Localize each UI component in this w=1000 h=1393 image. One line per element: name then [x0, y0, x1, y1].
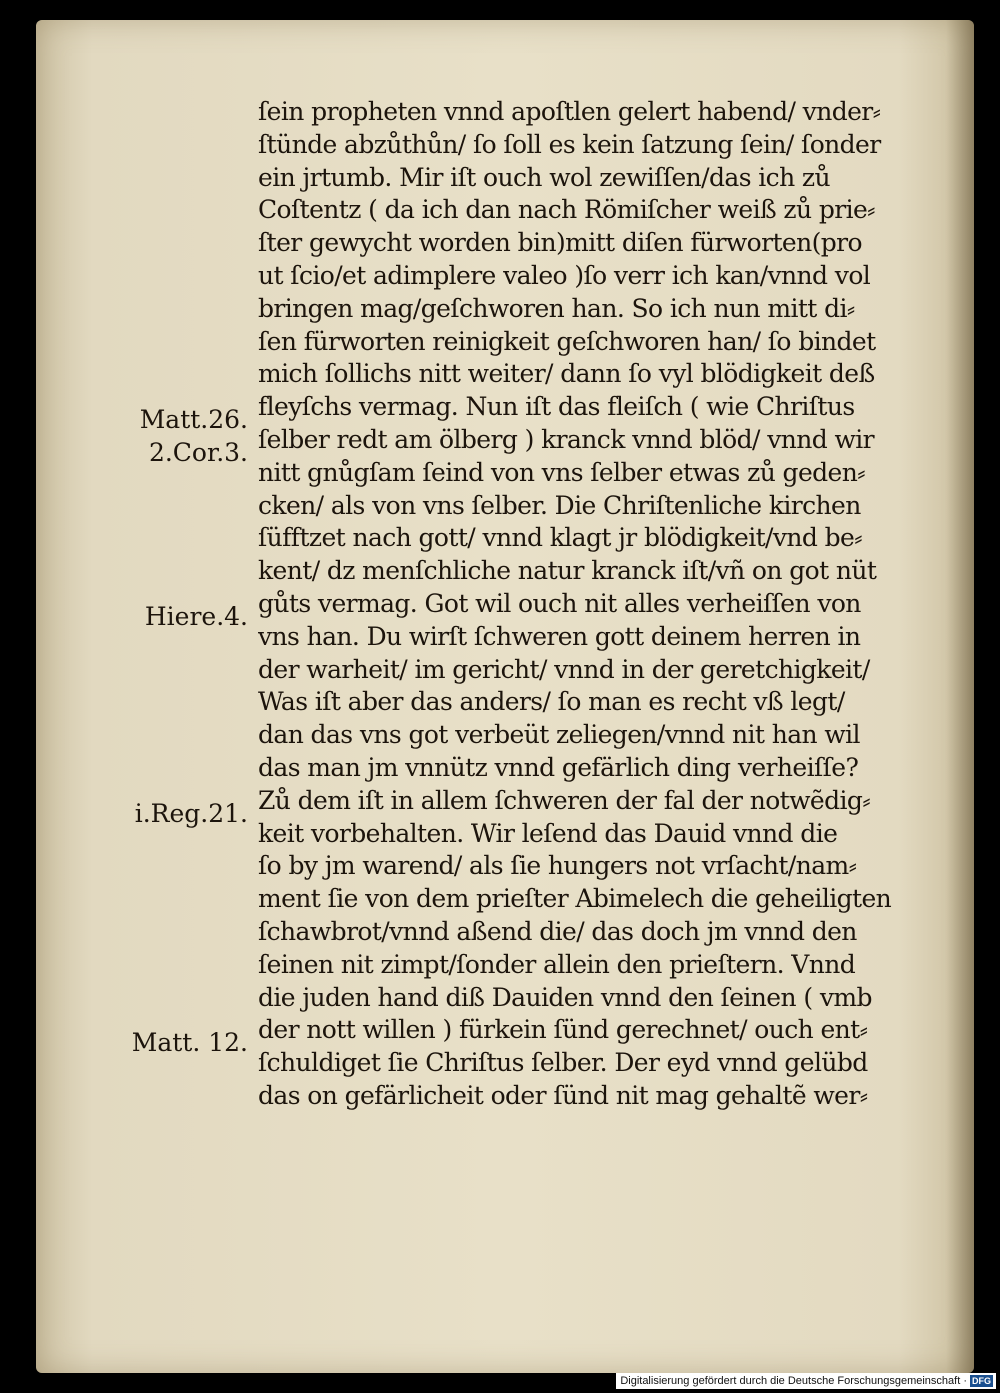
text-line: das man jm vnnütz vnnd gefärlich ding verheiſſe? — [258, 752, 859, 782]
text-line: Was iſt aber das anders/ ſo man es recht vß legt/ — [258, 687, 845, 717]
text-line: ment ſie von dem prieſter Abimelech die geheiligten — [258, 884, 892, 914]
text-line: ut ſcio/et adimplere valeo )ſo verr ich kan/vnnd vol — [258, 260, 871, 290]
text-line: mich ſollichs nitt weiter/ dann ſo vyl blödigkeit deß — [258, 359, 875, 389]
text-line: gůts vermag. Got wil ouch nit alles verheiſſen von — [258, 588, 861, 618]
text-line: ſein propheten vnnd apoſtlen gelert habend/ vnder⸗ — [258, 97, 881, 126]
text-line: ſelber redt am ölberg ) kranck vnnd blöd/ vnnd wir — [258, 424, 875, 454]
spine-shadow — [946, 20, 974, 1373]
text-line: ſchawbrot/vnnd aßend die/ das doch jm vnnd den — [258, 916, 857, 946]
dfg-logo: DFG — [972, 1376, 991, 1386]
text-line: fleyſchs vermag. Nun iſt das fleiſch ( wie Chriſtus — [258, 392, 855, 422]
text-line: ſen fürworten reinigkeit geſchworen han/ ſo bindet — [258, 326, 876, 356]
margin-note: i.Reg.21. — [134, 798, 248, 828]
margin-note: Matt. 12. — [131, 1028, 248, 1058]
text-line: dan das vns got verbeüt zeliegen/vnnd nit han wil — [258, 720, 860, 750]
text-line: ſo by jm warend/ als ſie hungers not vrſacht/nam⸗ — [258, 851, 857, 881]
text-line: cken/ als von vns ſelber. Die Chriſtenliche kirchen — [258, 490, 861, 520]
margin-note: Matt.26. — [139, 405, 248, 434]
text-line: ein jrtumb. Mir iſt ouch wol zewiſſen/das ich zů — [258, 162, 831, 192]
text-line: ſüfftzet nach gott/ vnnd klagt jr blödigkeit/vnd be⸗ — [258, 523, 862, 553]
text-line: ſtünde abzůthůn/ ſo ſoll es kein ſatzung ſein/ ſonder — [258, 129, 881, 159]
text-line: ſeinen nit zimpt/ſonder allein den prieſtern. Vnnd — [258, 949, 856, 979]
text-line: nitt gnůgſam ſeind von vns ſelber etwas zů geden⸗ — [258, 457, 865, 487]
text-line: keit vorbehalten. Wir leſend das Dauid vnnd die — [258, 818, 838, 848]
digitization-credit — [616, 1373, 996, 1389]
margin-note: Hiere.4. — [144, 601, 248, 631]
text-line: bringen mag/geſchworen han. So ich nun mitt di⸗ — [258, 293, 855, 323]
text-line: die juden hand diß Dauiden vnnd den ſeinen ( vmb — [258, 982, 872, 1012]
text-line: vns han. Du wirſt ſchweren gott deinem herren in — [258, 621, 861, 651]
text-line: ſchuldiget ſie Chriſtus ſelber. Der eyd vnnd gelübd — [258, 1048, 868, 1078]
margin-note: 2.Cor.3. — [148, 437, 248, 467]
text-line: Zů dem iſt in allem ſchweren der fal der notwẽdig⸗ — [258, 785, 871, 815]
text-line: das on gefärlicheit oder ſünd nit mag gehaltẽ wer⸗ — [258, 1080, 868, 1110]
text-line: der warheit/ im gericht/ vnnd in der geretchigkeit/ — [258, 654, 870, 684]
text-block — [258, 96, 948, 1113]
text-line: ſter gewycht worden bin)mitt diſen fürworten(pro — [258, 228, 862, 258]
text-line: der nott willen ) fürkein ſünd gerechnet/ ouch ent⸗ — [258, 1015, 868, 1045]
text-line: kent/ dz menſchliche natur kranck iſt/vñ on got nüt — [258, 556, 877, 586]
book-page — [36, 20, 974, 1373]
footer-text: Digitalisierung gefördert durch die Deutsche Forschungsgemeinschaft · — [620, 1375, 967, 1387]
text-line: Coſtentz ( da ich dan nach Römiſcher weiß zů prie⸗ — [258, 195, 875, 225]
